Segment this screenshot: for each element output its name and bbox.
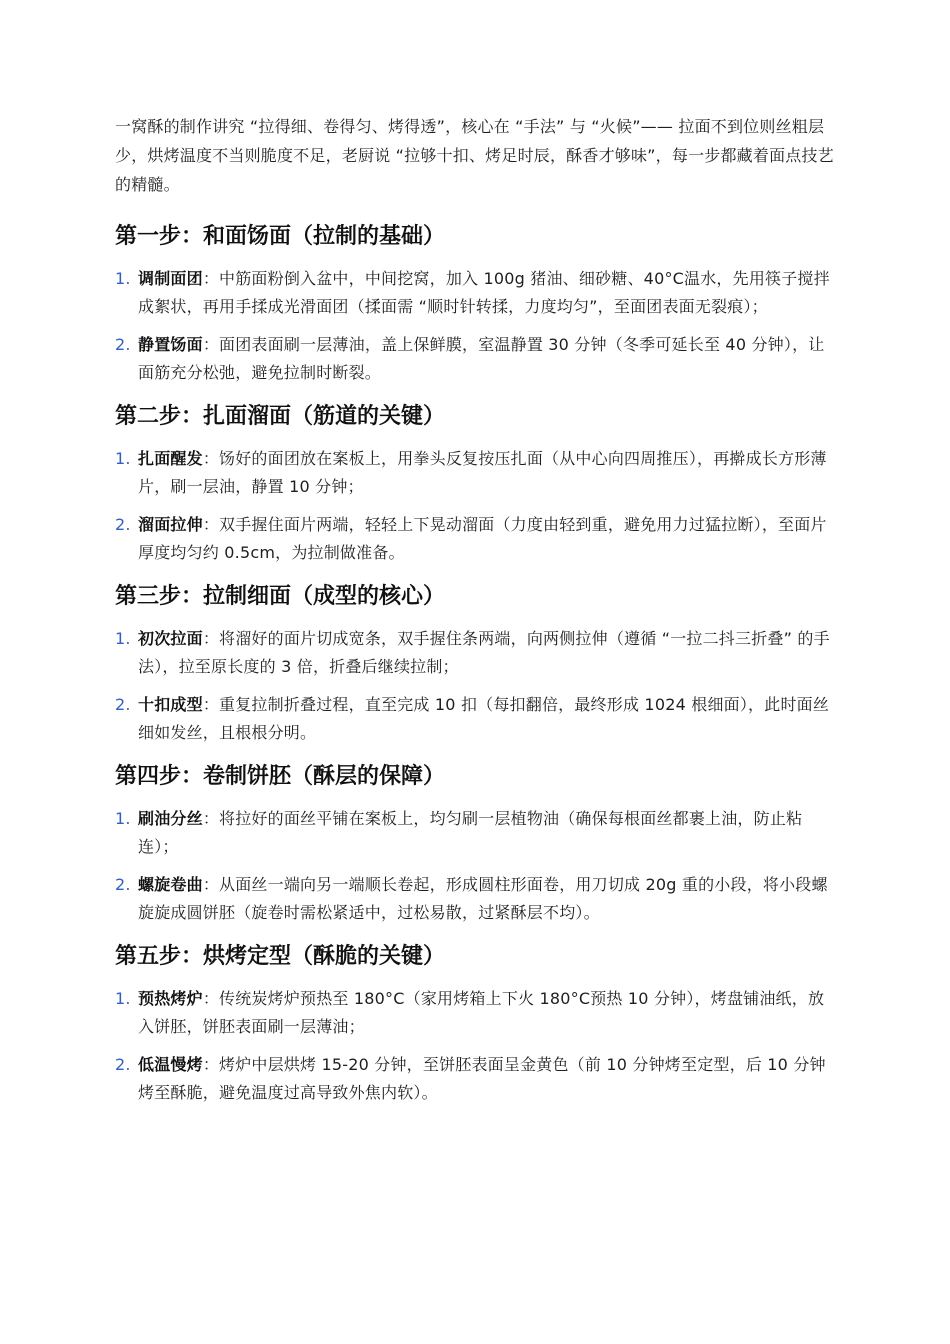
list-item-term: 螺旋卷曲 xyxy=(138,875,203,894)
list-item xyxy=(115,805,835,861)
list-item-number: 2. xyxy=(115,875,131,894)
list-item-term: 调制面团 xyxy=(138,269,203,288)
list-item xyxy=(115,445,835,501)
list-item-number: 1. xyxy=(115,989,131,1008)
list-item-text: 饧好的面团放在案板上，用拳头反复按压扎面（从中心向四周推压），再擀成长方形薄片，刷一层油，静置 10 分钟； xyxy=(138,449,827,496)
step-section xyxy=(115,941,835,1107)
list-item-text: 将拉好的面丝平铺在案板上，均匀刷一层植物油（确保每根面丝都裹上油，防止粘连）； xyxy=(138,809,803,856)
list-item xyxy=(115,985,835,1041)
step-heading: 第二步：扎面溜面（筋道的关键） xyxy=(115,404,446,429)
list-item xyxy=(115,265,835,321)
list-item xyxy=(115,331,835,387)
list-item-separator: ： xyxy=(202,695,220,714)
list-item-term: 刷油分丝 xyxy=(138,809,203,828)
list-item-number: 1. xyxy=(115,449,131,468)
step-list xyxy=(115,445,835,567)
list-item-separator: ： xyxy=(202,515,220,534)
list-item xyxy=(115,691,835,747)
list-item-number: 2. xyxy=(115,515,131,534)
list-item-number: 2. xyxy=(115,695,131,714)
list-item-term: 低温慢烤 xyxy=(138,1055,203,1074)
list-item-separator: ： xyxy=(202,809,220,828)
list-item-separator: ： xyxy=(202,269,220,288)
list-item-text: 重复拉制折叠过程，直至完成 10 扣（每扣翻倍，最终形成 1024 根细面），此时面丝细如发丝，且根根分明。 xyxy=(138,695,830,742)
list-item xyxy=(115,871,835,927)
step-list xyxy=(115,265,835,387)
list-item-separator: ： xyxy=(202,335,220,354)
list-item-text: 中筋面粉倒入盆中，中间挖窝，加入 100g 猪油、细砂糖、40°C温水，先用筷子搅拌成絮状，再用手揉成光滑面团（揉面需 “顺时针转揉，力度均匀”，至面团表面无裂痕）； xyxy=(138,269,830,316)
list-item-term: 扎面醒发 xyxy=(138,449,203,468)
list-item-number: 1. xyxy=(115,269,131,288)
list-item-separator: ： xyxy=(202,875,220,894)
list-item xyxy=(115,625,835,681)
steps-container xyxy=(115,221,835,1107)
list-item-number: 1. xyxy=(115,809,131,828)
list-item-separator: ： xyxy=(202,1055,220,1074)
list-item xyxy=(115,1051,835,1107)
list-item-separator: ： xyxy=(202,989,220,1008)
list-item-number: 1. xyxy=(115,629,131,648)
list-item-term: 预热烤炉 xyxy=(138,989,203,1008)
step-list xyxy=(115,625,835,747)
list-item-term: 初次拉面 xyxy=(138,629,203,648)
step-heading: 第三步：拉制细面（成型的核心） xyxy=(115,584,446,609)
list-item-text: 面团表面刷一层薄油，盖上保鲜膜，室温静置 30 分钟（冬季可延长至 40 分钟），让面筋充分松弛，避免拉制时断裂。 xyxy=(138,335,825,382)
step-section xyxy=(115,581,835,747)
list-item-number: 2. xyxy=(115,335,131,354)
step-heading: 第四步：卷制饼胚（酥层的保障） xyxy=(115,764,446,789)
step-heading: 第五步：烘烤定型（酥脆的关键） xyxy=(115,944,446,969)
list-item-term: 溜面拉伸 xyxy=(138,515,203,534)
list-item-text: 双手握住面片两端，轻轻上下晃动溜面（力度由轻到重，避免用力过猛拉断），至面片厚度均匀约 0.5cm，为拉制做准备。 xyxy=(138,515,827,562)
list-item-separator: ： xyxy=(202,629,220,648)
list-item-text: 传统炭烤炉预热至 180°C（家用烤箱上下火 180°C预热 10 分钟），烤盘铺油纸，放入饼胚，饼胚表面刷一层薄油； xyxy=(138,989,825,1036)
list-item-number: 2. xyxy=(115,1055,131,1074)
step-section xyxy=(115,221,835,387)
list-item xyxy=(115,511,835,567)
step-list xyxy=(115,805,835,927)
intro-paragraph: 一窝酥的制作讲究 “拉得细、卷得匀、烤得透”，核心在 “手法” 与 “火候”—— 拉面不到位则丝粗层少，烘烤温度不当则脆度不足，老厨说 “拉够十扣、烤足时辰，酥香才够味”，每一步都藏着面点技艺的精髓。 xyxy=(115,117,834,194)
list-item-text: 烤炉中层烘烤 15-20 分钟，至饼胚表面呈金黄色（前 10 分钟烤至定型，后 10 分钟烤至酥脆，避免温度过高导致外焦内软）。 xyxy=(138,1055,826,1102)
list-item-separator: ： xyxy=(202,449,220,468)
list-item-term: 静置饧面 xyxy=(138,335,203,354)
list-item-text: 从面丝一端向另一端顺长卷起，形成圆柱形面卷，用刀切成 20g 重的小段，将小段螺旋旋成圆饼胚（旋卷时需松紧适中，过松易散，过紧酥层不均）。 xyxy=(138,875,828,922)
step-list xyxy=(115,985,835,1107)
step-section xyxy=(115,401,835,567)
document-page xyxy=(115,112,835,1121)
list-item-term: 十扣成型 xyxy=(138,695,203,714)
step-heading: 第一步：和面饧面（拉制的基础） xyxy=(115,224,446,249)
step-section xyxy=(115,761,835,927)
list-item-text: 将溜好的面片切成宽条，双手握住条两端，向两侧拉伸（遵循 “一拉二抖三折叠” 的手法），拉至原长度的 3 倍，折叠后继续拉制； xyxy=(138,629,830,676)
